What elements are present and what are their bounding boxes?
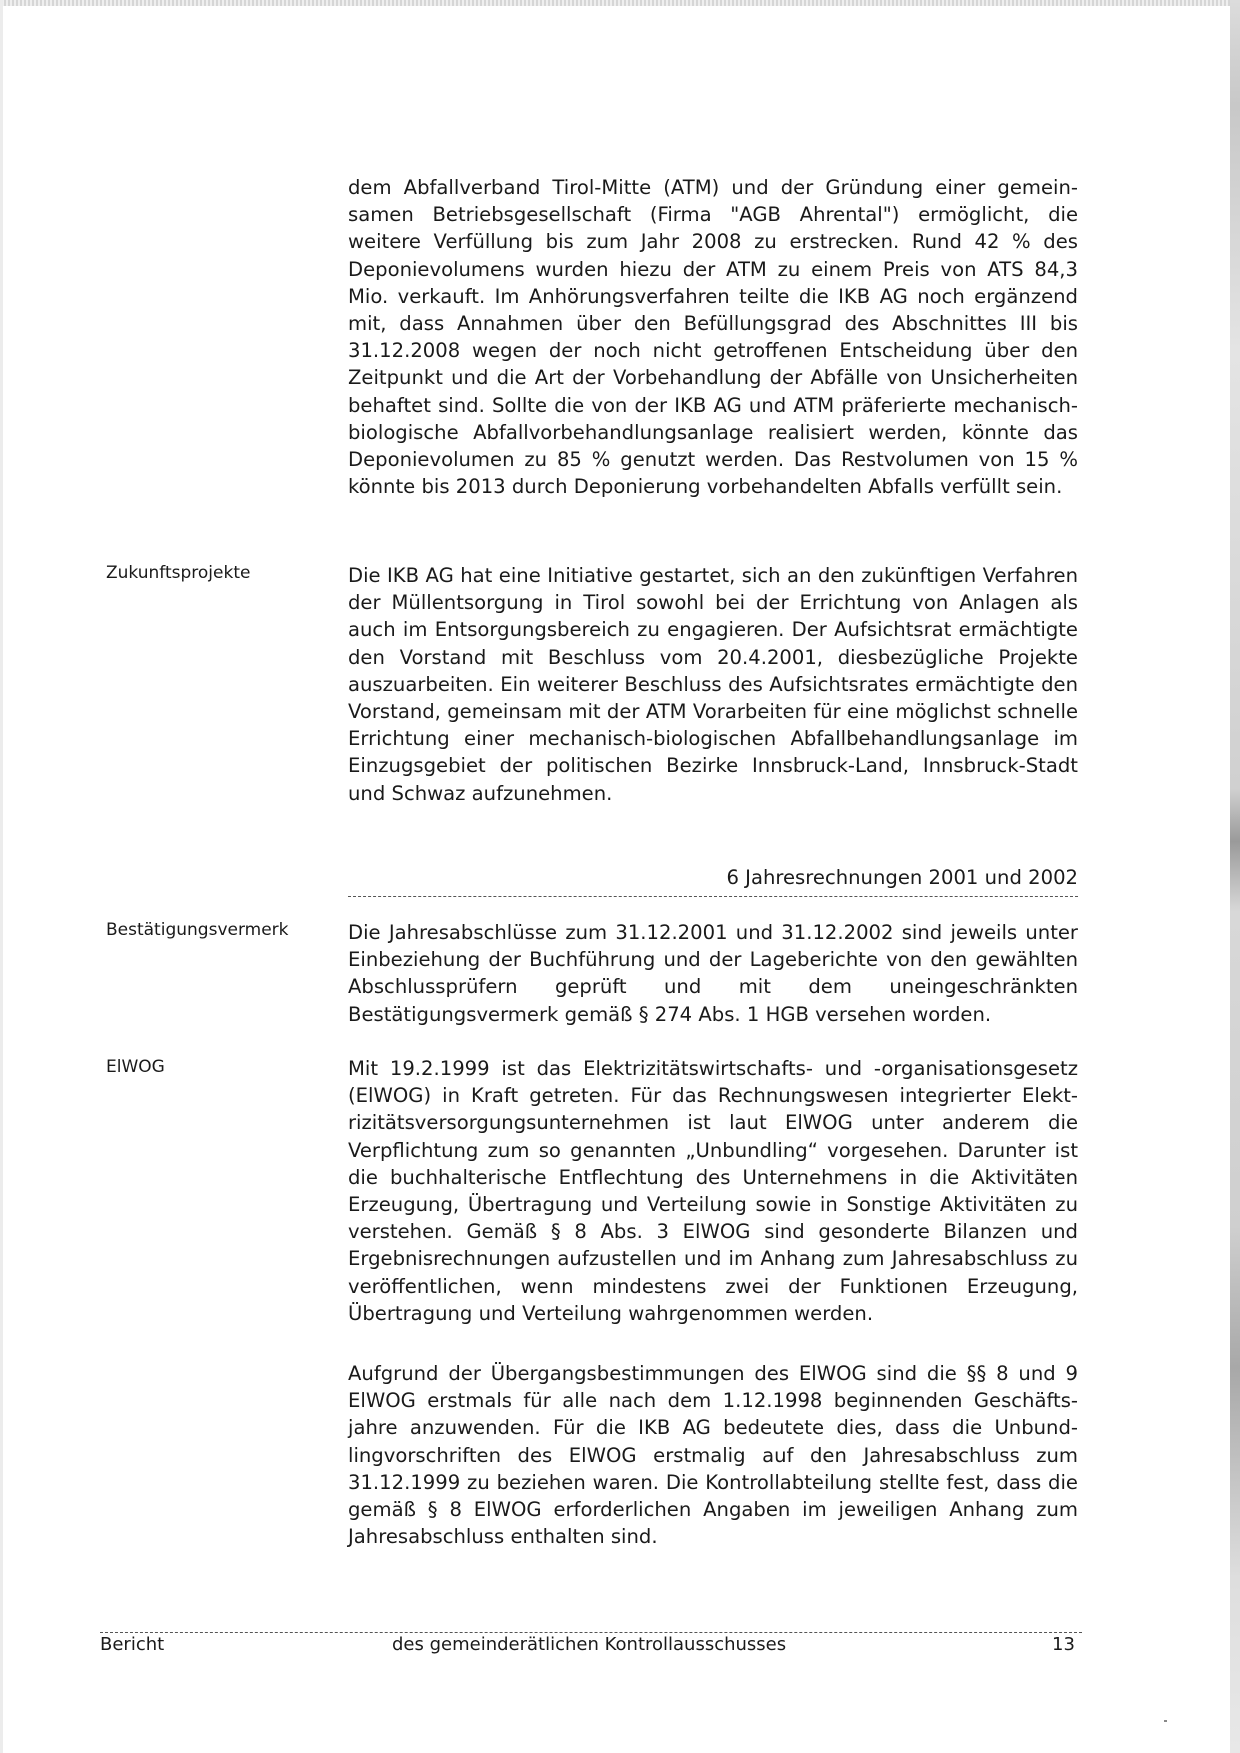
scan-edge-top [0, 0, 1240, 6]
scan-edge-right [1230, 0, 1240, 1753]
scan-speck [1164, 1720, 1167, 1722]
section-heading-rule [348, 896, 1078, 897]
scan-edge-left [0, 0, 3, 1753]
intro-paragraph: dem Abfallverband Tirol-Mitte (ATM) und der Gründung einer gemeinsamen Betriebsgesellschaft (Firma "AGB Ahrental") ermöglicht, die weitere Verfüllung bis zum Jahr 2008 zu erstrecken. Rund 42 % des Deponievolumens wurden hiezu der ATM zu einem Preis von ATS 84,3 Mio. verkauft. Im Anhörungsverfahren teilte die IKB AG noch ergänzend mit, dass Annahmen über den Befüllungsgrad des Abschnittes III bis 31.12.2008 wegen der noch nicht getroffenen Entscheidung über den Zeitpunkt und die Art der Vorbehandlung der Abfälle von Unsicherheiten behaftet sind. Sollte die von der IKB AG und ATM präferierte mechanisch-biologische Abfallvorbehandlungsanlage realisiert werden, könnte das Deponievolumen zu 85 % genutzt werden. Das Restvolumen von 15 % könnte bis 2013 durch Deponierung vorbehandelten Abfalls verfüllt sein. [348, 176, 1078, 499]
footer-report-label: Bericht [100, 1634, 165, 1655]
elwog-paragraph-2: Aufgrund der Übergangsbestimmungen des ElWOG sind die §§ 8 und 9 ElWOG erstmals für alle nach dem 1.12.1998 beginnenden Geschäftsjahre anzuwenden. Für die IKB AG bedeutete dies, dass die Unbundlingvorschriften des ElWOG erstmalig auf den Jahresabschluss zum 31.12.1999 zu beziehen waren. Die Kontrollabteilung stellte fest, dass die gemäß § 8 ElWOG erforderlichen Angaben im jeweiligen Anhang zum Jahresabschluss enthalten sind. [348, 1362, 1078, 1549]
margin-label-zukunftsprojekte: Zukunftsprojekte [106, 563, 251, 583]
footer-committee-label: des gemeinderätlichen Kontrollausschusses [392, 1634, 787, 1655]
bestaetigungsvermerk-paragraph: Die Jahresabschlüsse zum 31.12.2001 und 31.12.2002 sind jeweils unter Einbeziehung der Buchführung und der Lageberichte von den gewählten Abschlussprüfern geprüft und mit dem uneingeschränkten Bestätigungsvermerk gemäß § 274 Abs. 1 HGB versehen worden. [348, 921, 1078, 1026]
margin-label-bestaetigungsvermerk: Bestätigungsvermerk [106, 920, 289, 940]
section-heading: 6 Jahresrechnungen 2001 und 2002 [726, 866, 1078, 889]
margin-label-elwog: ElWOG [106, 1057, 165, 1077]
page-number: 13 [1052, 1634, 1075, 1655]
zukunftsprojekte-paragraph: Die IKB AG hat eine Initiative gestartet, sich an den zukünftigen Verfahren der Müllentsorgung in Tirol sowohl bei der Errichtung von Anlagen als auch im Entsorgungsbereich zu engagieren. Der Aufsichtsrat ermächtigte den Vorstand mit Beschluss vom 20.4.2001, diesbezügliche Projekte auszuarbeiten. Ein weiterer Beschluss des Aufsichtsrates ermächtigte den Vorstand, gemeinsam mit der ATM Vorarbeiten für eine möglichst schnelle Errichtung einer mechanisch-biologischen Abfallbehandlungsanlage im Einzugsgebiet der politischen Bezirke Innsbruck-Land, Innsbruck-Stadt und Schwaz aufzunehmen. [348, 564, 1078, 805]
elwog-paragraph-1: Mit 19.2.1999 ist das Elektrizitätswirtschafts- und -organisationsgesetz (ElWOG) in Kraft getreten. Für das Rechnungswesen integrierter Elektrizitätsversorgungsunternehmen ist laut ElWOG unter anderem die Verpflichtung zum so genannten „Unbundling“ vorgesehen. Darunter ist die buchhalterische Entflechtung des Unternehmens in die Aktivitäten Erzeugung, Übertragung und Verteilung sowie in Sonstige Aktivitäten zu verstehen. Gemäß § 8 Abs. 3 ElWOG sind gesonderte Bilanzen und Ergebnisrechnungen aufzustellen und im Anhang zum Jahresabschluss zu veröffentlichen, wenn mindestens zwei der Funktionen Erzeugung, Übertragung und Verteilung wahrgenommen werden. [348, 1057, 1078, 1325]
